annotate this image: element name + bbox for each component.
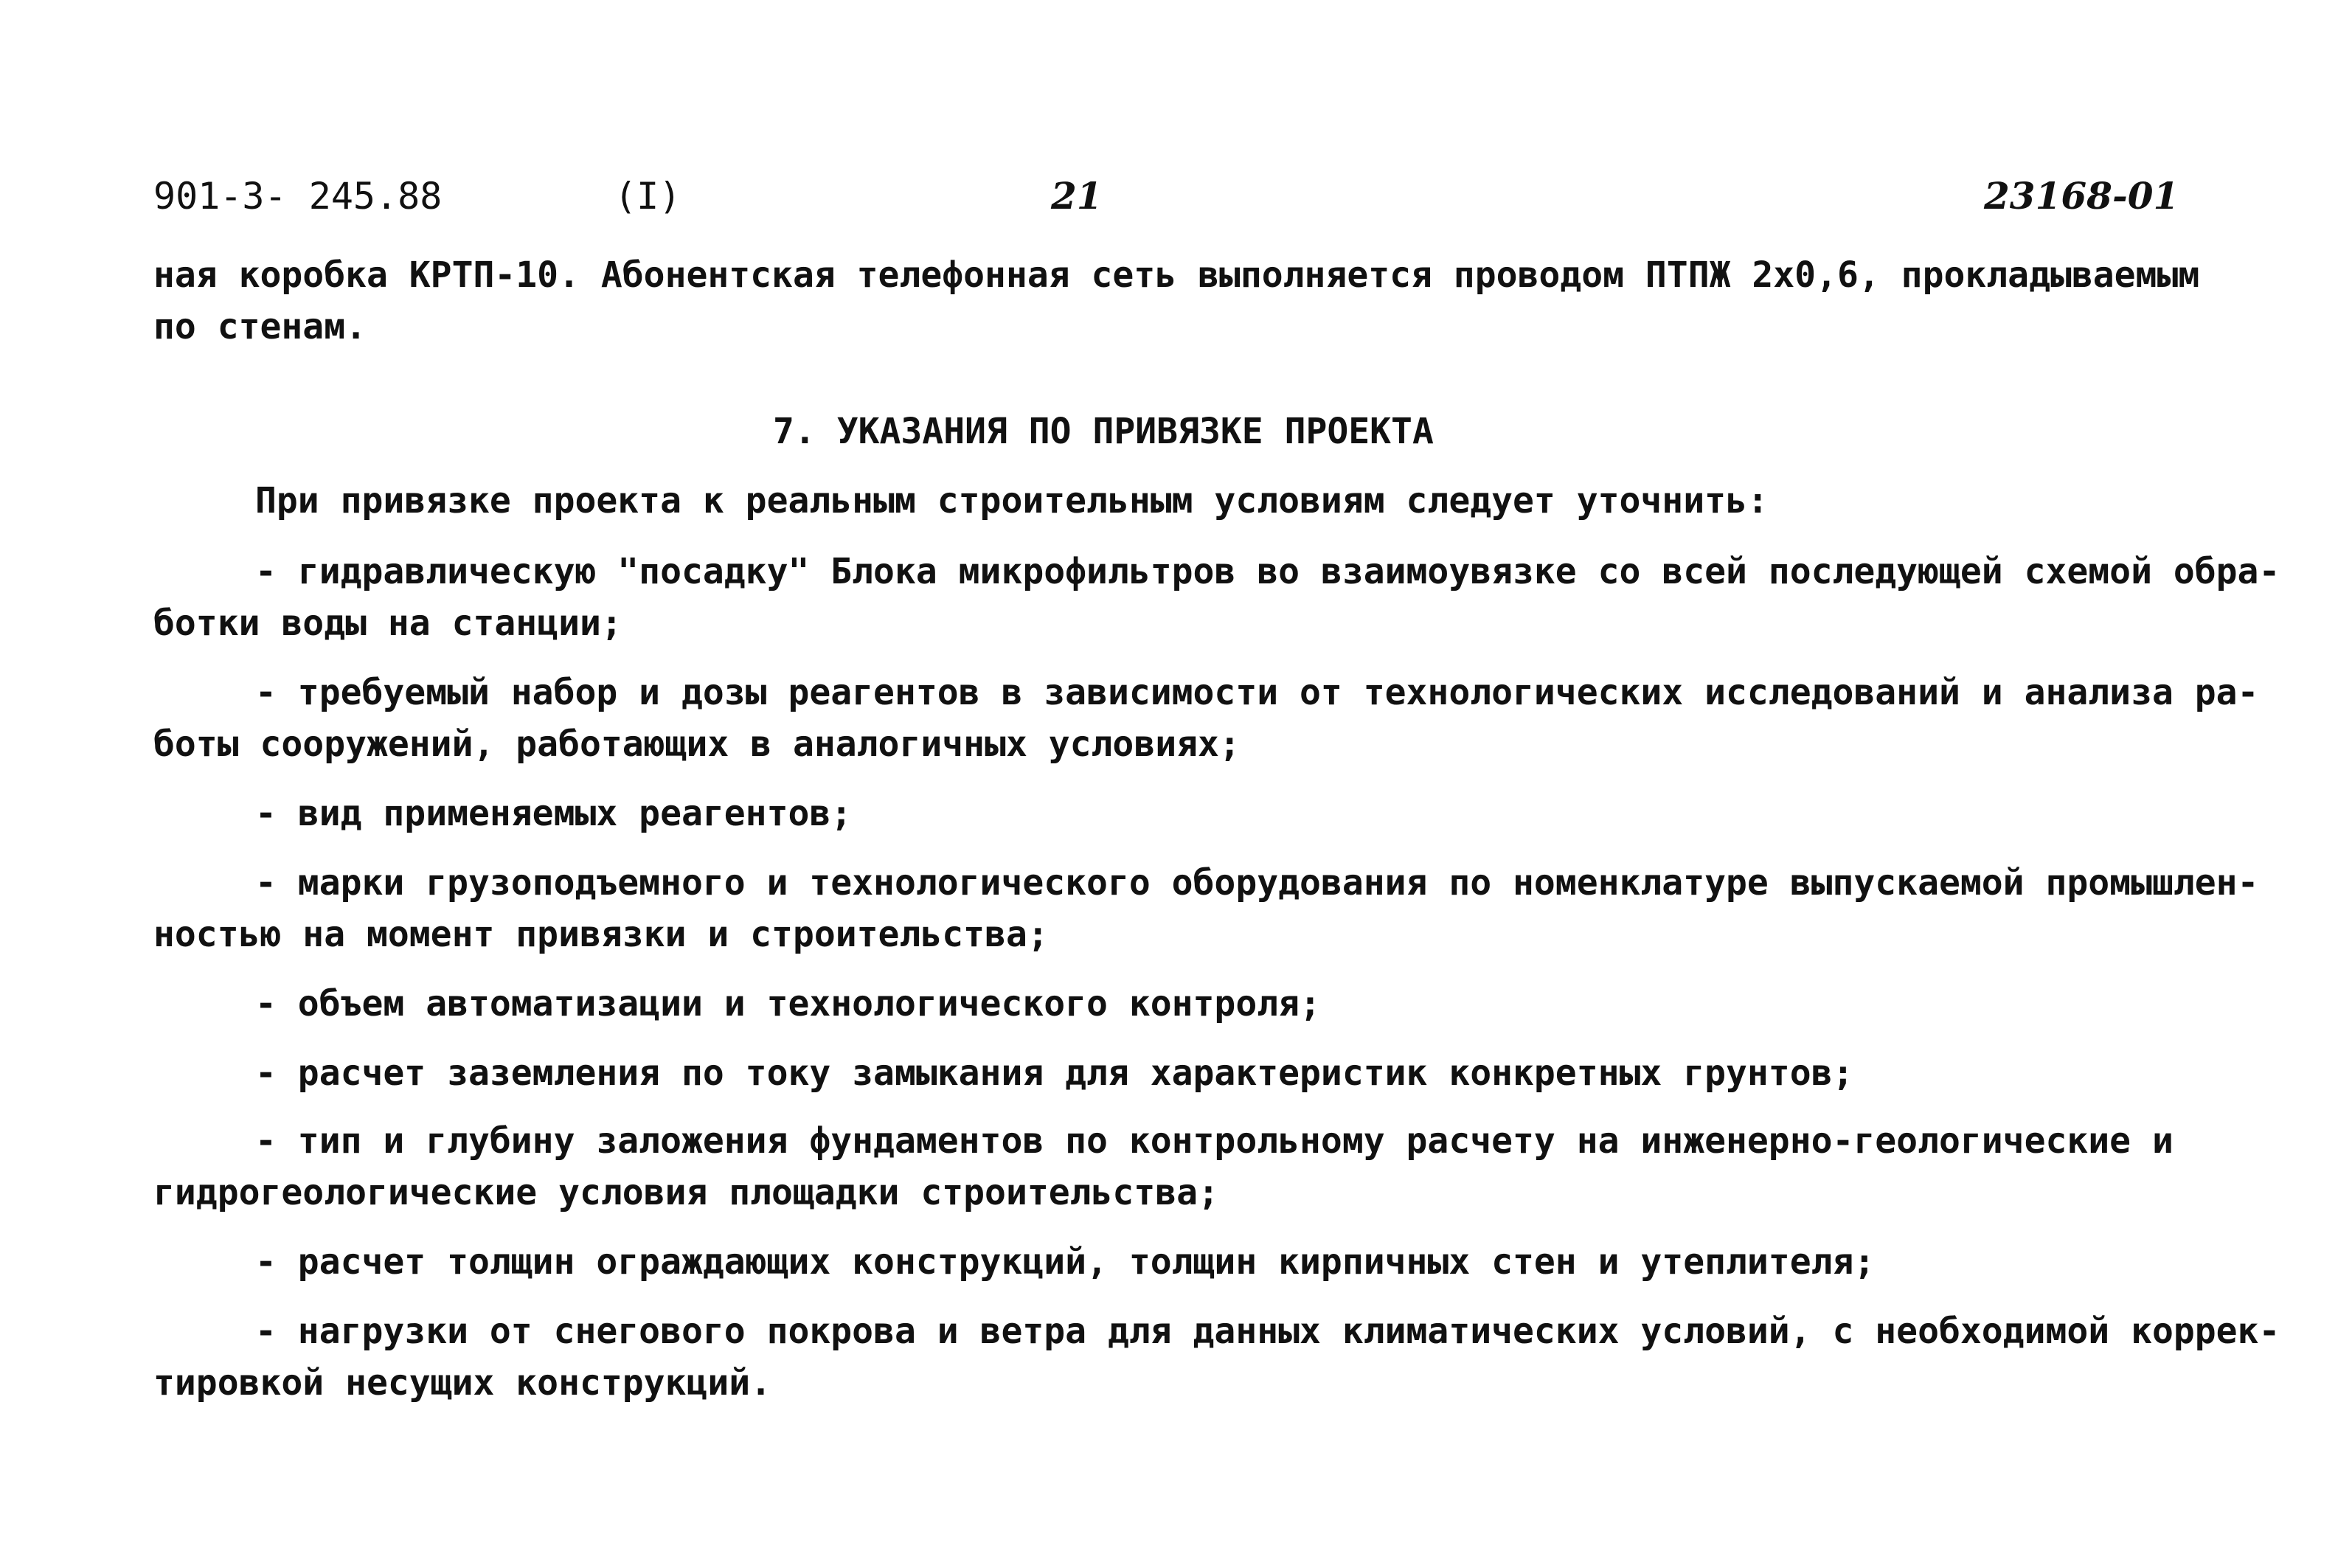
- list-item-continuation: гидрогеологические условия площадки строительства;: [153, 1172, 1219, 1213]
- list-item: - нагрузки от снегового покрова и ветра для данных климатических условий, с необходимой коррек-: [255, 1311, 2280, 1352]
- list-item: - тип и глубину заложения фундаментов по контрольному расчету на инженерно-геологические и: [255, 1120, 2174, 1162]
- sheet-number: 21: [1051, 174, 1103, 218]
- document-code: 901-3- 245.88: [153, 175, 443, 218]
- list-item-continuation: тировкой несущих конструкций.: [153, 1362, 772, 1404]
- list-item-continuation: ностью на момент привязки и строительства;: [153, 914, 1049, 955]
- list-item: - расчет заземления по току замыкания для характеристик конкретных грунтов;: [255, 1052, 1854, 1094]
- lead-sentence: При привязке проекта к реальным строительным условиям следует уточнить:: [255, 480, 1769, 521]
- list-item: - гидравлическую "посадку" Блока микрофильтров во взаимоувязке со всей последующей схемой обра-: [255, 551, 2280, 592]
- list-item: - марки грузоподъемного и технологического оборудования по номенклатуре выпускаемой промышлен-: [255, 862, 2259, 903]
- list-item: - требуемый набор и дозы реагентов в зависимости от технологических исследований и анализа ра-: [255, 672, 2259, 713]
- section-heading: 7. УКАЗАНИЯ ПО ПРИВЯЗКЕ ПРОЕКТА: [773, 411, 1434, 452]
- intro-line: по стенам.: [153, 306, 367, 347]
- list-item-continuation: боты сооружений, работающих в аналогичных условиях;: [153, 724, 1241, 765]
- list-item: - объем автоматизации и технологического контроля;: [255, 983, 1321, 1024]
- list-item: - вид применяемых реагентов;: [255, 793, 853, 834]
- inventory-number: 23168-01: [1984, 174, 2179, 218]
- list-item: - расчет толщин ограждающих конструкций, толщин кирпичных стен и утеплителя;: [255, 1241, 1876, 1283]
- intro-line: ная коробка КРТП-10. Абонентская телефонная сеть выполняется проводом ПТПЖ 2х0,6, прокладываемым: [153, 254, 2200, 296]
- list-item-continuation: ботки воды на станции;: [153, 603, 622, 644]
- volume-number: (I): [614, 175, 681, 218]
